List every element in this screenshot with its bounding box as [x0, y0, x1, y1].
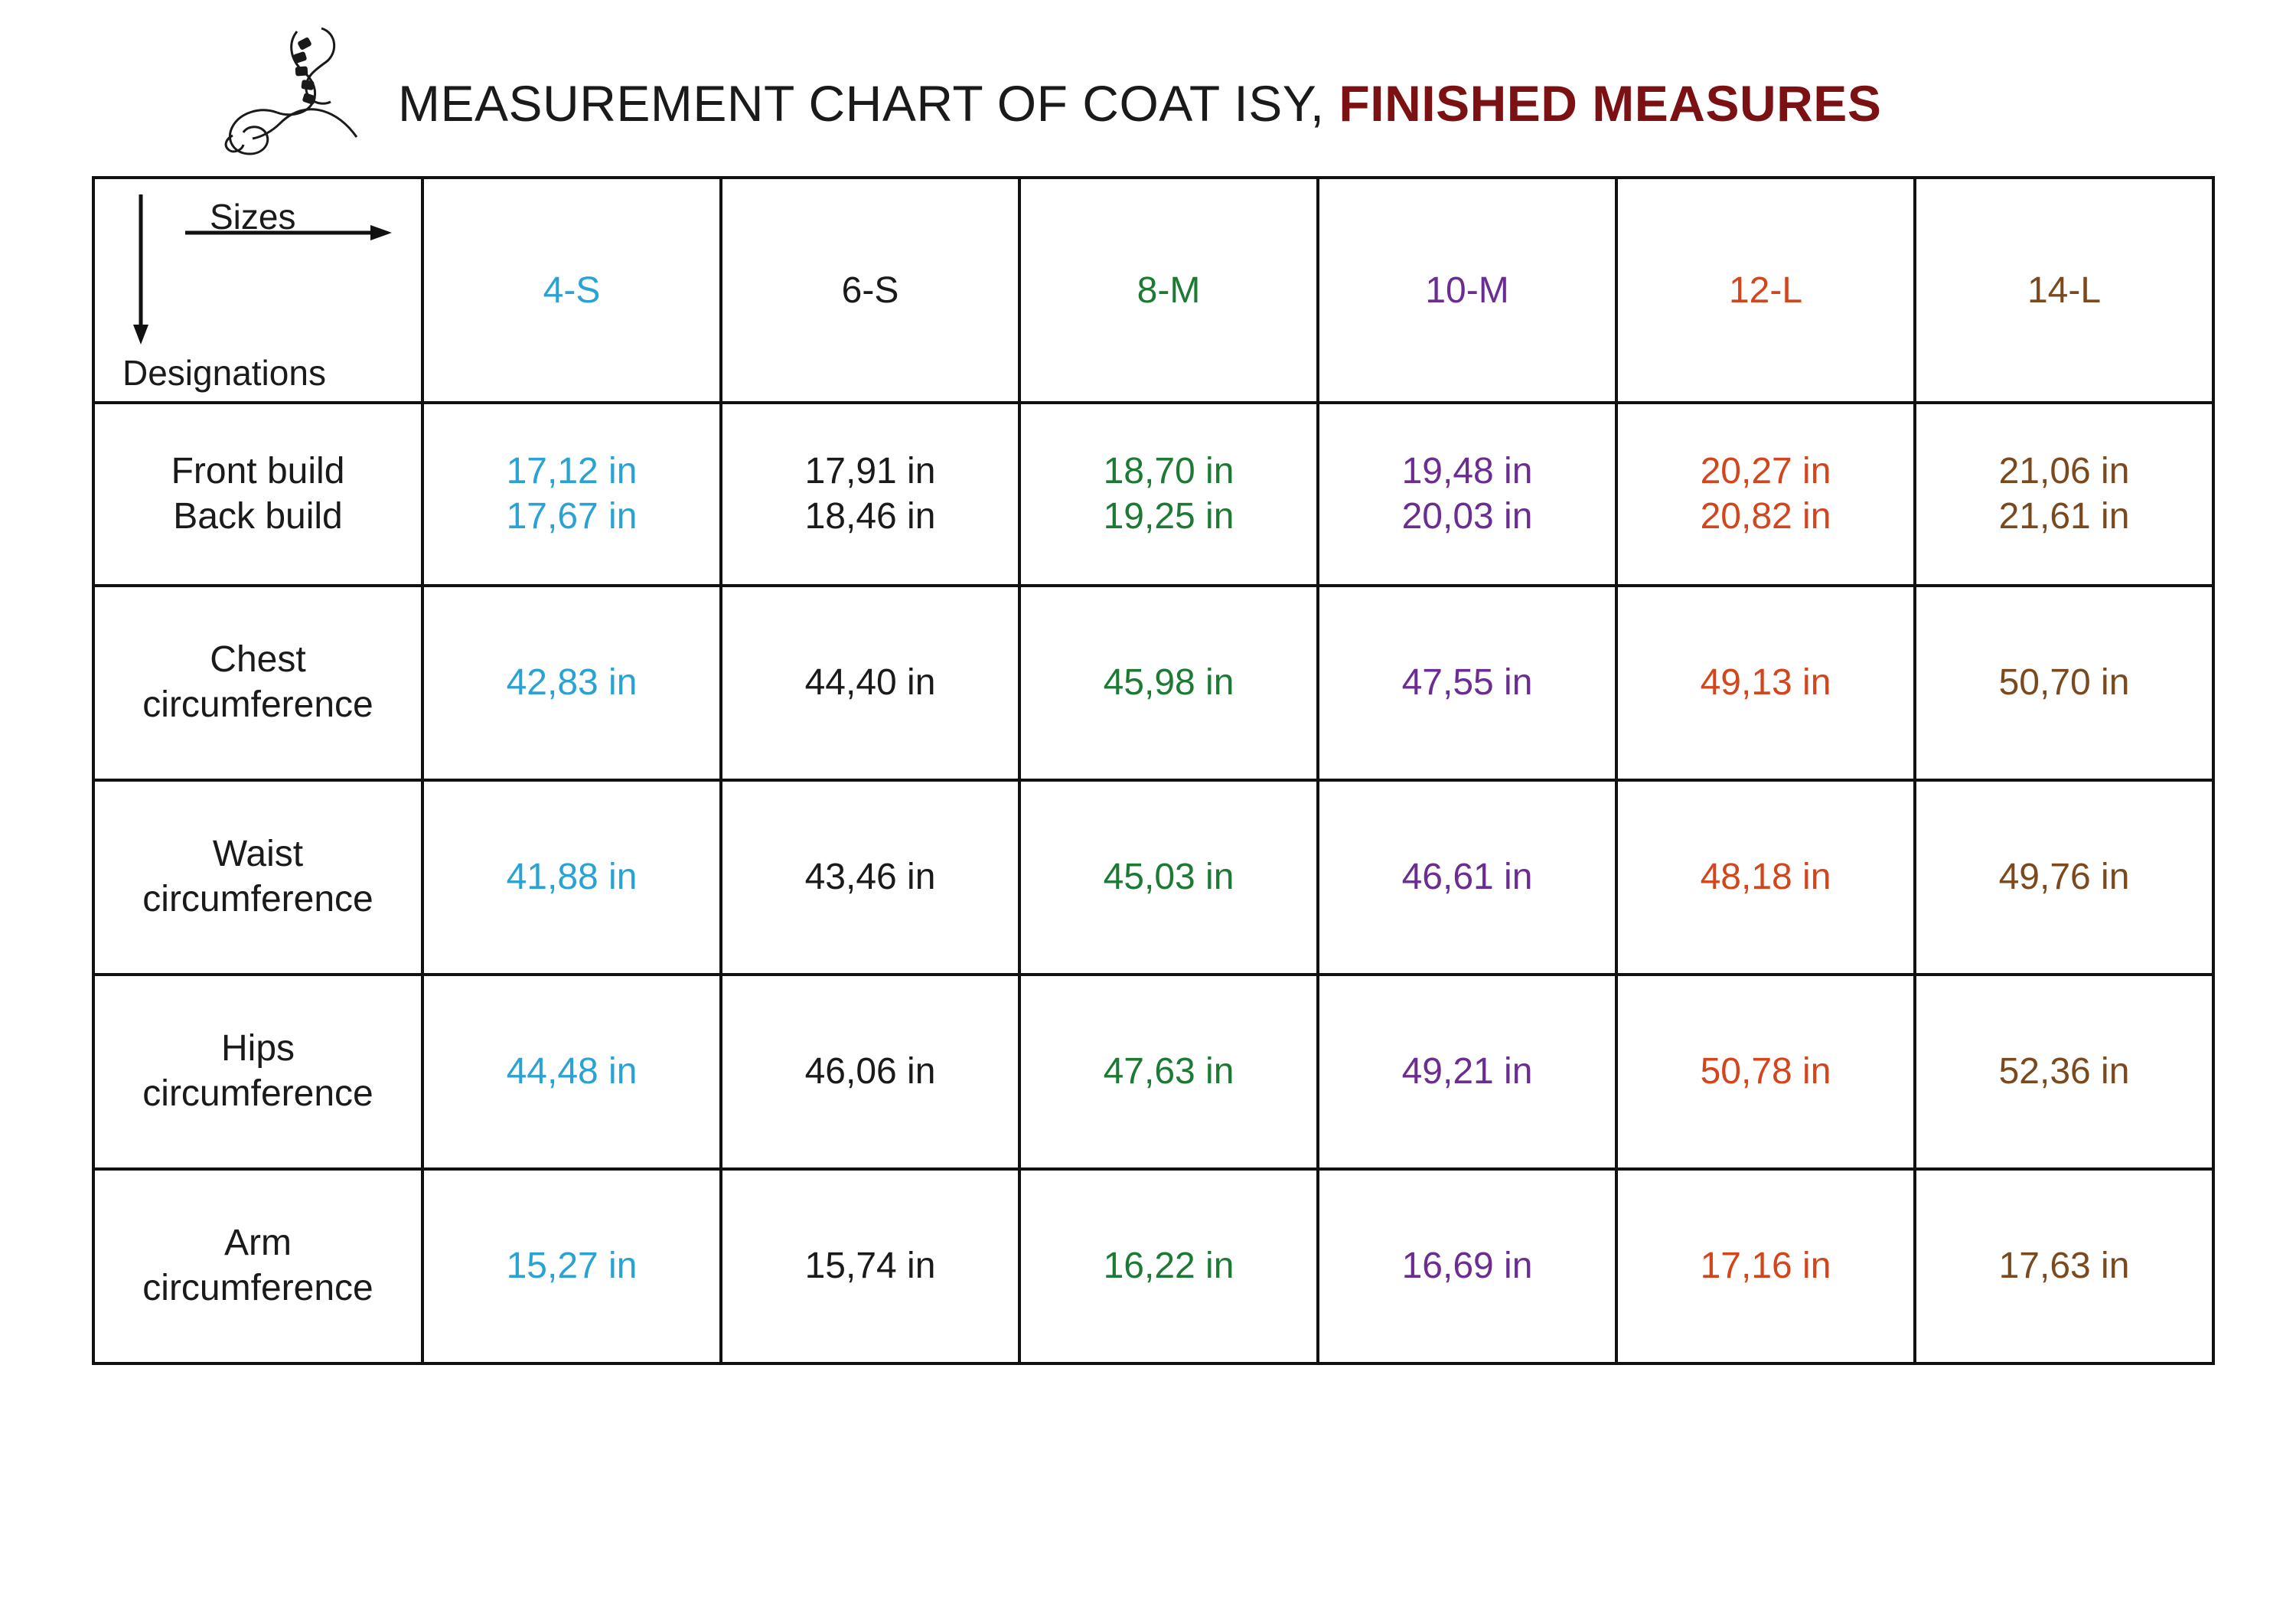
cell-arm-6-S: 15,74 in — [721, 1169, 1019, 1363]
cell-build-10-M — [1318, 403, 1616, 586]
cell-build-12-L — [1616, 403, 1915, 586]
cell-value-front: 21,06 in — [1998, 450, 2130, 491]
row-label-arm-circumference — [93, 1169, 422, 1363]
row-label-line2: circumference — [142, 1073, 373, 1114]
cell-value-front: 17,91 in — [804, 450, 936, 491]
column-header-label: 10-M — [1425, 269, 1509, 311]
column-header-label: 6-S — [841, 269, 899, 311]
cell-hips-6-S: 46,06 in — [721, 975, 1019, 1169]
row-label-waist-circumference — [93, 780, 422, 975]
measurement-table — [92, 176, 2215, 1365]
cell-build-14-L — [1915, 403, 2213, 586]
page-title — [398, 74, 1881, 132]
designations-axis-label: Designations — [122, 353, 326, 393]
cell-value-back: 20,82 in — [1700, 495, 1831, 537]
row-label-line1: Hips — [220, 1028, 295, 1069]
column-header-label: 4-S — [543, 269, 601, 311]
row-label-chest-circumference — [93, 586, 422, 780]
cell-waist-10-M: 46,61 in — [1318, 780, 1616, 975]
row-label-line2: circumference — [142, 1268, 373, 1308]
table-row — [93, 780, 2213, 975]
row-label-line1: Waist — [212, 834, 304, 875]
sizes-axis-label: Sizes — [210, 197, 296, 237]
cell-value-back: 18,46 in — [804, 495, 936, 537]
cell-waist-4-S: 41,88 in — [422, 780, 721, 975]
cell-hips-4-S: 44,48 in — [422, 975, 721, 1169]
cell-value-front: 18,70 in — [1103, 450, 1234, 491]
column-header-12-L — [1616, 178, 1915, 403]
cell-chest-6-S: 44,40 in — [721, 586, 1019, 780]
row-label-hips-circumference — [93, 975, 422, 1169]
cell-chest-12-L: 49,13 in — [1616, 586, 1915, 780]
column-header-10-M — [1318, 178, 1616, 403]
cell-value-back: 20,03 in — [1401, 495, 1533, 537]
column-header-label: 8-M — [1137, 269, 1201, 311]
column-header-4-S — [422, 178, 721, 403]
cell-build-6-S — [721, 403, 1019, 586]
cell-hips-14-L: 52,36 in — [1915, 975, 2213, 1169]
table-row — [93, 403, 2213, 586]
cell-arm-8-M: 16,22 in — [1019, 1169, 1318, 1363]
cell-chest-10-M: 47,55 in — [1318, 586, 1616, 780]
table-row — [93, 586, 2213, 780]
page-header — [0, 0, 2296, 176]
cell-waist-8-M: 45,03 in — [1019, 780, 1318, 975]
cell-value-back: 17,67 in — [506, 495, 638, 537]
table-row — [93, 975, 2213, 1169]
cell-value-front: 19,48 in — [1401, 450, 1533, 491]
column-header-14-L — [1915, 178, 2213, 403]
cell-value-front: 17,12 in — [506, 450, 638, 491]
cell-arm-14-L: 17,63 in — [1915, 1169, 2213, 1363]
cell-chest-14-L: 50,70 in — [1915, 586, 2213, 780]
page-title-accent: FINISHED MEASURES — [1339, 75, 1882, 132]
cell-arm-12-L: 17,16 in — [1616, 1169, 1915, 1363]
cell-waist-6-S: 43,46 in — [721, 780, 1019, 975]
row-label-line1: Chest — [210, 639, 306, 681]
column-header-6-S — [721, 178, 1019, 403]
row-label-line2: Back build — [173, 495, 343, 537]
cell-hips-10-M: 49,21 in — [1318, 975, 1616, 1169]
row-label-line1: Front build — [171, 450, 345, 491]
chart-table-wrapper — [0, 176, 2296, 1365]
corner-cell — [93, 178, 422, 403]
cell-value-back: 19,25 in — [1103, 495, 1234, 537]
cell-value-back: 21,61 in — [1998, 495, 2130, 537]
column-header-8-M — [1019, 178, 1318, 403]
row-label-line2: circumference — [142, 879, 373, 919]
needle-and-thread-icon — [207, 22, 383, 175]
table-header-row — [93, 178, 2213, 403]
cell-build-8-M — [1019, 403, 1318, 586]
column-header-label: 14-L — [2027, 269, 2102, 311]
cell-hips-12-L: 50,78 in — [1616, 975, 1915, 1169]
table-row — [93, 1169, 2213, 1363]
cell-hips-8-M: 47,63 in — [1019, 975, 1318, 1169]
column-header-label: 12-L — [1728, 269, 1803, 311]
page-title-plain: MEASUREMENT CHART OF COAT ISY, — [398, 75, 1325, 132]
cell-value-front: 20,27 in — [1700, 450, 1831, 491]
cell-chest-8-M: 45,98 in — [1019, 586, 1318, 780]
cell-waist-14-L: 49,76 in — [1915, 780, 2213, 975]
row-label-front-back-build — [93, 403, 422, 586]
cell-build-4-S — [422, 403, 721, 586]
row-label-line2: circumference — [142, 684, 373, 725]
cell-waist-12-L: 48,18 in — [1616, 780, 1915, 975]
cell-arm-4-S: 15,27 in — [422, 1169, 721, 1363]
row-label-line1: Arm — [224, 1223, 292, 1264]
cell-chest-4-S: 42,83 in — [422, 586, 721, 780]
cell-arm-10-M: 16,69 in — [1318, 1169, 1616, 1363]
